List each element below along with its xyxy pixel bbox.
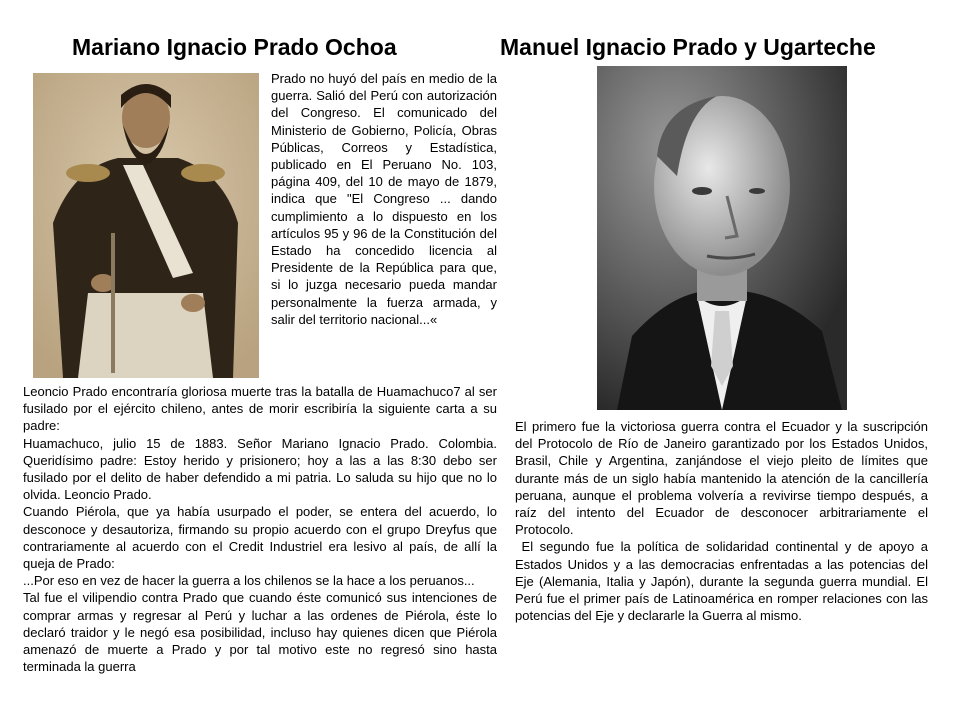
paragraph: Tal fue el vilipendio contra Prado que cuando éste comunicó sus intenciones de comprar armas y regresar al Perú y luchar a las ordenes de Piérola, éste lo declaró traidor y le negó esa posibilidad, incluso hay quienes dicen que Piérola amenazó de muerte a Prado y por tal motivo este no regresó sino hasta terminada la guerra xyxy=(23,590,497,675)
paragraph: Huamachuco, julio 15 de 1883. Señor Mariano Ignacio Prado. Colombia. Queridísimo padre: Estoy herido y prisionero; hoy a las a las 8:30 debo ser fusilado por el delito de haber defendido a mi patria. Lo saluda su hijo que no lo olvida. Leoncio Prado. xyxy=(23,435,497,503)
paragraph: Prado no huyó del país en medio de la guerra. Salió del Perú con autorización del Congreso. El comunicado del Ministerio de Gobierno, Policía, Obras Públicas, Correos y Estadística, publicado en El Peruano No. 103, página 409, del 10 de mayo de 1879, indica que "El Congreso ... dando cumplimiento a lo dispuesto en los artículos 95 y 96 de la Constitución del Estado ha concedido licencia al Presidente de la República para que, si lo juzga necesario pueda mandar personalmente la fuerza armada, y salir del territorio nacional...« xyxy=(271,71,497,327)
text-block-prado-congreso xyxy=(271,70,497,328)
portrait-mariano-ignacio-prado xyxy=(33,73,259,378)
paragraph: El primero fue la victoriosa guerra contra el Ecuador y la suscripción del Protocolo de Río de Janeiro garantizado por los Estados Unidos, Brasil, Chile y Argentina, zanjándose el viejo pleito de límites que durante más de un siglo había mantenido la atención de la cancillería peruana, aunque el problema volvería a revivirse tiempo después, a raíz del intento del Ecuador de desconocer arbitrariamente el Protocolo. xyxy=(515,419,928,538)
portrait-manuel-ignacio-prado xyxy=(597,66,847,410)
text-block-leoncio-prado xyxy=(23,383,497,675)
title-manuel-prado: Manuel Ignacio Prado y Ugarteche xyxy=(500,34,876,60)
title-mariano-prado: Mariano Ignacio Prado Ochoa xyxy=(72,34,397,60)
paragraph: El segundo fue la política de solidaridad continental y de apoyo a Estados Unidos y a las democracias enfrentadas a las potencias del Eje (Alemania, Italia y Japón), durante la segunda guerra mundial. El Perú fue el primer país de Latinoamérica en romper relaciones con las potencias del Eje y declararle la Guerra al mismo. xyxy=(515,539,932,624)
paragraph: ...Por eso en vez de hacer la guerra a los chilenos se la hace a los peruanos... xyxy=(23,573,475,589)
paragraph: Cuando Piérola, que ya había usurpado el poder, se entera del acuerdo, lo desconoce y desautoriza, firmando su propio acuerdo con el grupo Dreyfus que contrariamente al acuerdo con el Credit Industriel era lesivo al país, de allí la queja de Prado: xyxy=(23,504,497,572)
text-block-manuel-prado xyxy=(515,418,932,624)
paragraph: Leoncio Prado encontraría gloriosa muerte tras la batalla de Huamachuco7 al ser fusilado por el ejército chileno, antes de morir escribiría la siguiente carta a su padre: xyxy=(23,384,497,434)
